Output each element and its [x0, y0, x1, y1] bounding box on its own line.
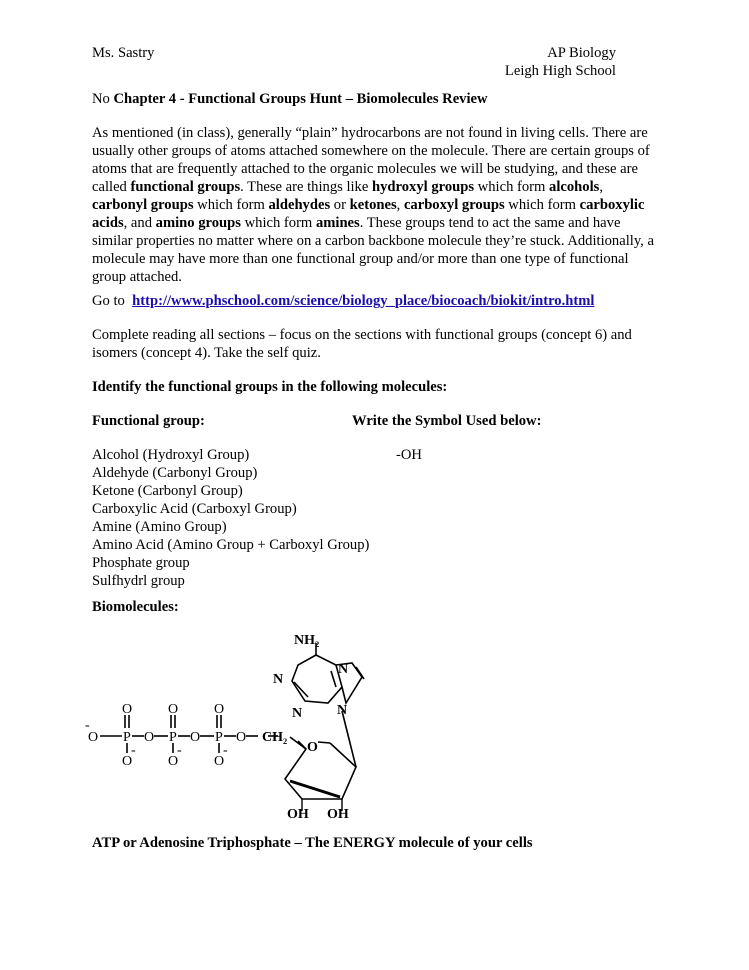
goto-label: Go to [92, 293, 125, 309]
title-text: Chapter 4 - Functional Groups Hunt – Biomolecules Review [113, 91, 488, 107]
identify-heading: Identify the functional groups in the following molecules: [92, 379, 448, 395]
atp-n-label: N [292, 706, 303, 721]
group-name: Sulfhydrl group [92, 573, 185, 589]
group-name: Alcohol (Hydroxyl Group) [92, 447, 250, 463]
atp-o-label: O [190, 730, 201, 745]
group-name: Amino Acid (Amino Group + Carboxyl Group) [92, 537, 370, 553]
atp-nh2-label: NH₂ [294, 633, 320, 648]
intro-line: atoms that are frequently attached to the organic molecules we will be studying, and these are [92, 161, 638, 177]
group-name: Phosphate group [92, 555, 190, 571]
group-name: Aldehyde (Carbonyl Group) [92, 465, 258, 481]
atp-n-label: N [337, 703, 348, 718]
intro-line: similar properties no matter where on a carbon backbone molecule they’re stuck. Additionally, a [92, 233, 654, 249]
atp-ch2-label: CH₂ [262, 730, 288, 745]
atp-minus-label: - [177, 743, 182, 758]
atp-oh-label: OH [327, 807, 349, 820]
atp-o-label: O [236, 730, 247, 745]
atp-oh-label: OH [287, 807, 309, 820]
atp-p-label: P [169, 730, 177, 745]
course-name: AP Biology [547, 45, 616, 61]
atp-o-label: O [122, 754, 133, 769]
atp-minus-label: - [223, 743, 228, 758]
atp-o-label: O [168, 754, 179, 769]
atp-o-label: O [214, 702, 225, 717]
col-header-symbol: Write the Symbol Used below: [352, 413, 542, 429]
atp-o-label: O [88, 730, 99, 745]
atp-p-label: P [123, 730, 131, 745]
school-name: Leigh High School [504, 63, 616, 79]
atp-p-label: P [215, 730, 223, 745]
intro-line: As mentioned (in class), generally “plain” hydrocarbons are not found in living cells. There are [92, 125, 648, 141]
teacher-name: Ms. Sastry [92, 45, 155, 61]
intro-line: usually other groups of atoms attached somewhere on the molecule. There are certain groups of [92, 143, 650, 159]
atp-o-label: O [144, 730, 155, 745]
intro-line: molecule may have more than one functional group and/or more than one type of functional [92, 251, 629, 267]
instructions-line-2: isomers (concept 4). Take the self quiz. [92, 345, 321, 361]
atp-o-label: O [214, 754, 225, 769]
functional-group-list [92, 446, 369, 590]
intro-line: carbonyl groups which form aldehydes or ketones, carboxyl groups which form carboxylic [92, 197, 645, 213]
goto-line [92, 292, 594, 310]
resource-link[interactable]: http://www.phschool.com/science/biology_place/biocoach/biokit/intro.html [132, 293, 595, 309]
atp-n-label: N [338, 662, 349, 677]
group-symbol: -OH [396, 447, 422, 463]
atp-caption: ATP or Adenosine Triphosphate – The ENERGY molecule of your cells [92, 835, 533, 851]
page-title [92, 90, 488, 108]
title-prefix: No [92, 91, 110, 107]
instructions-line-1: Complete reading all sections – focus on the sections with functional groups (concept 6) and [92, 327, 632, 343]
atp-o-label: O [122, 702, 133, 717]
group-name: Carboxylic Acid (Carboxyl Group) [92, 501, 297, 517]
group-name: Ketone (Carbonyl Group) [92, 483, 243, 499]
col-header-functional-group: Functional group: [92, 413, 205, 429]
intro-line: group attached. [92, 269, 182, 285]
intro-paragraph [92, 124, 672, 286]
atp-minus-label: - [85, 718, 90, 733]
intro-line: called functional groups. These are things like hydroxyl groups which form alcohols, [92, 179, 603, 195]
atp-o-label: O [168, 702, 179, 717]
atp-minus-label: - [131, 743, 136, 758]
group-name: Amine (Amino Group) [92, 519, 227, 535]
intro-line: acids, and amino groups which form amines. These groups tend to act the same and have [92, 215, 621, 231]
atp-n-label: N [273, 672, 284, 687]
atp-ring-o-label: O [307, 740, 318, 755]
biomolecules-heading: Biomolecules: [92, 599, 179, 615]
symbol-list [396, 446, 422, 464]
atp-structure-diagram [80, 625, 400, 820]
